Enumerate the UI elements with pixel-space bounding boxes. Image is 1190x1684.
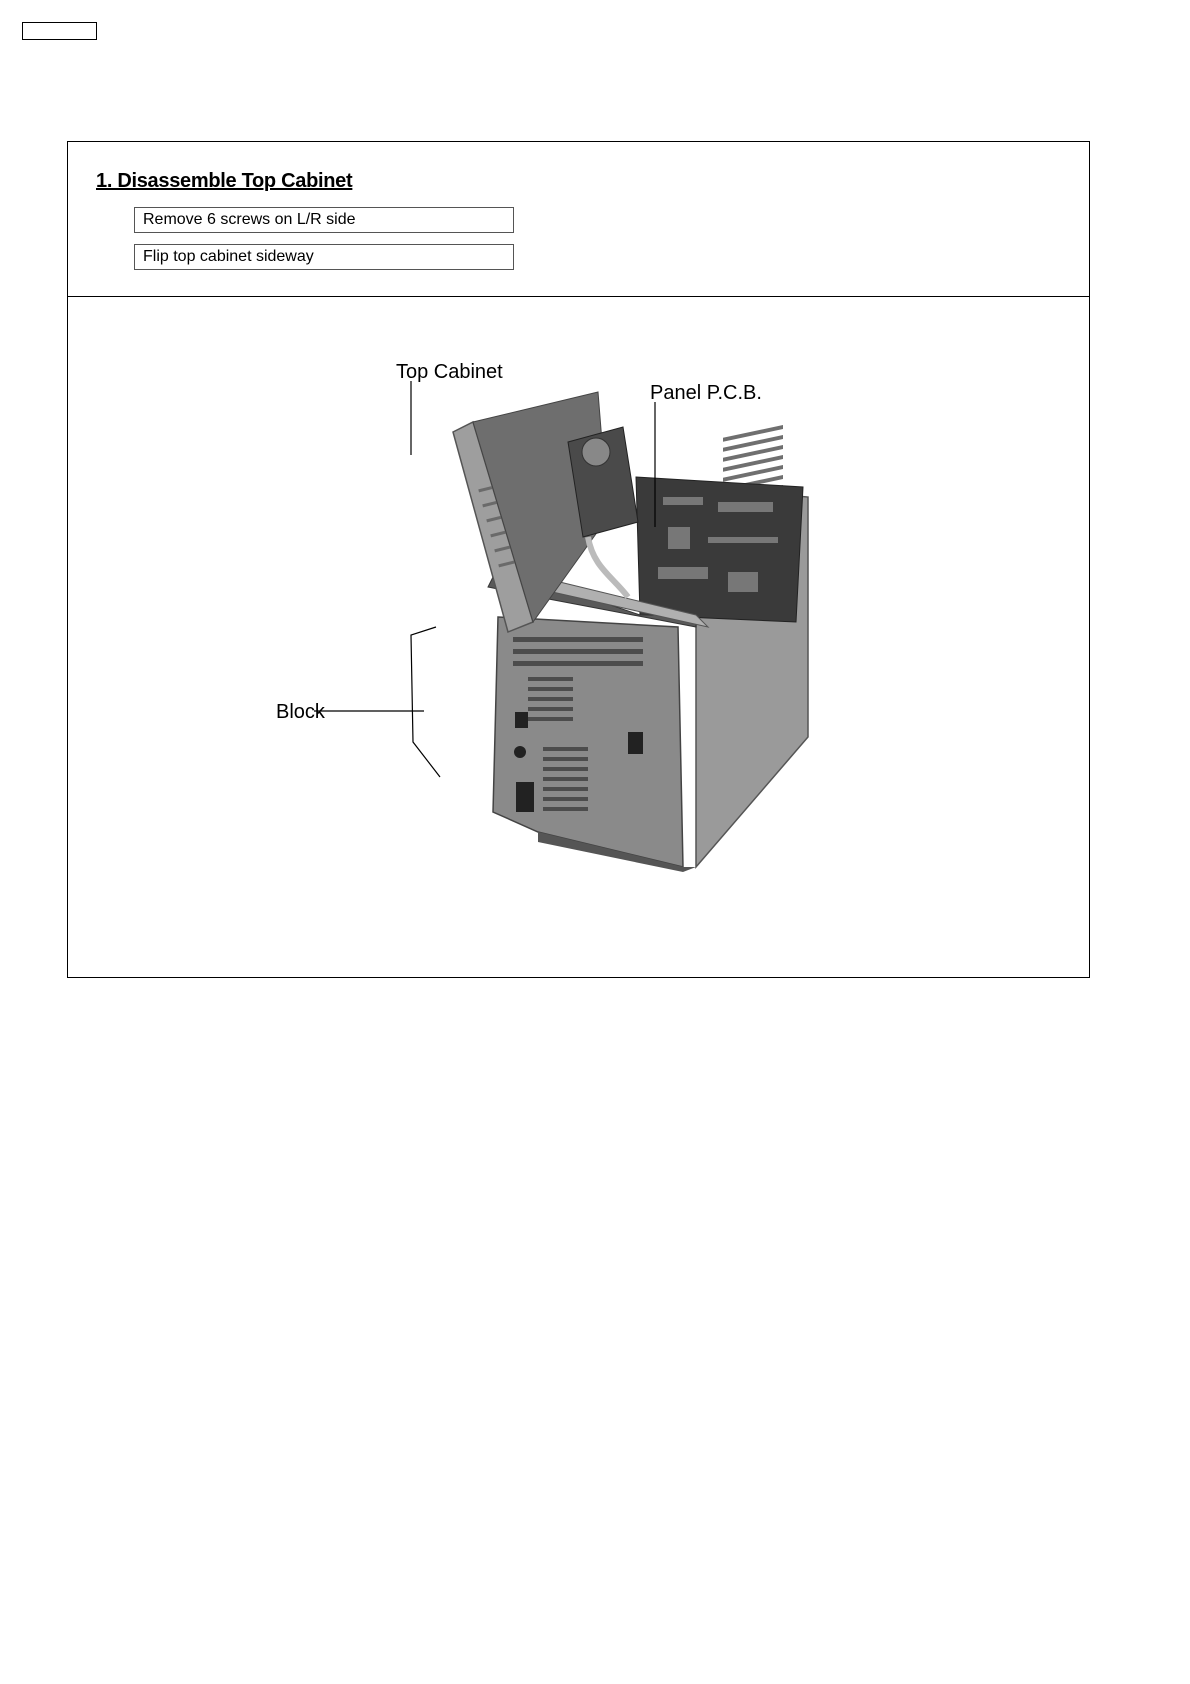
ac-inlet [516, 782, 534, 812]
instruction-box-1: Remove 6 screws on L/R side [134, 207, 514, 233]
panel-pcb-board [636, 477, 803, 622]
rear-block [493, 617, 683, 867]
cd-motor [582, 438, 610, 466]
connector-socket-1 [515, 712, 528, 728]
disassembly-step-frame [67, 141, 1090, 978]
block-label: Block [276, 701, 325, 723]
top-cabinet-label: Top Cabinet [396, 361, 503, 383]
instruction-box-2: Flip top cabinet sideway [134, 244, 514, 270]
block-bracket [411, 627, 440, 777]
header-box [22, 22, 97, 40]
unit-illustration [68, 297, 1089, 977]
disassembly-figure [68, 297, 1089, 977]
connector-jack [514, 746, 526, 758]
ribbon-cable [588, 537, 628, 597]
panel-pcb-label: Panel P.C.B. [650, 382, 762, 404]
step-title: 1. Disassemble Top Cabinet [96, 170, 353, 192]
connector-socket-2 [628, 732, 643, 754]
